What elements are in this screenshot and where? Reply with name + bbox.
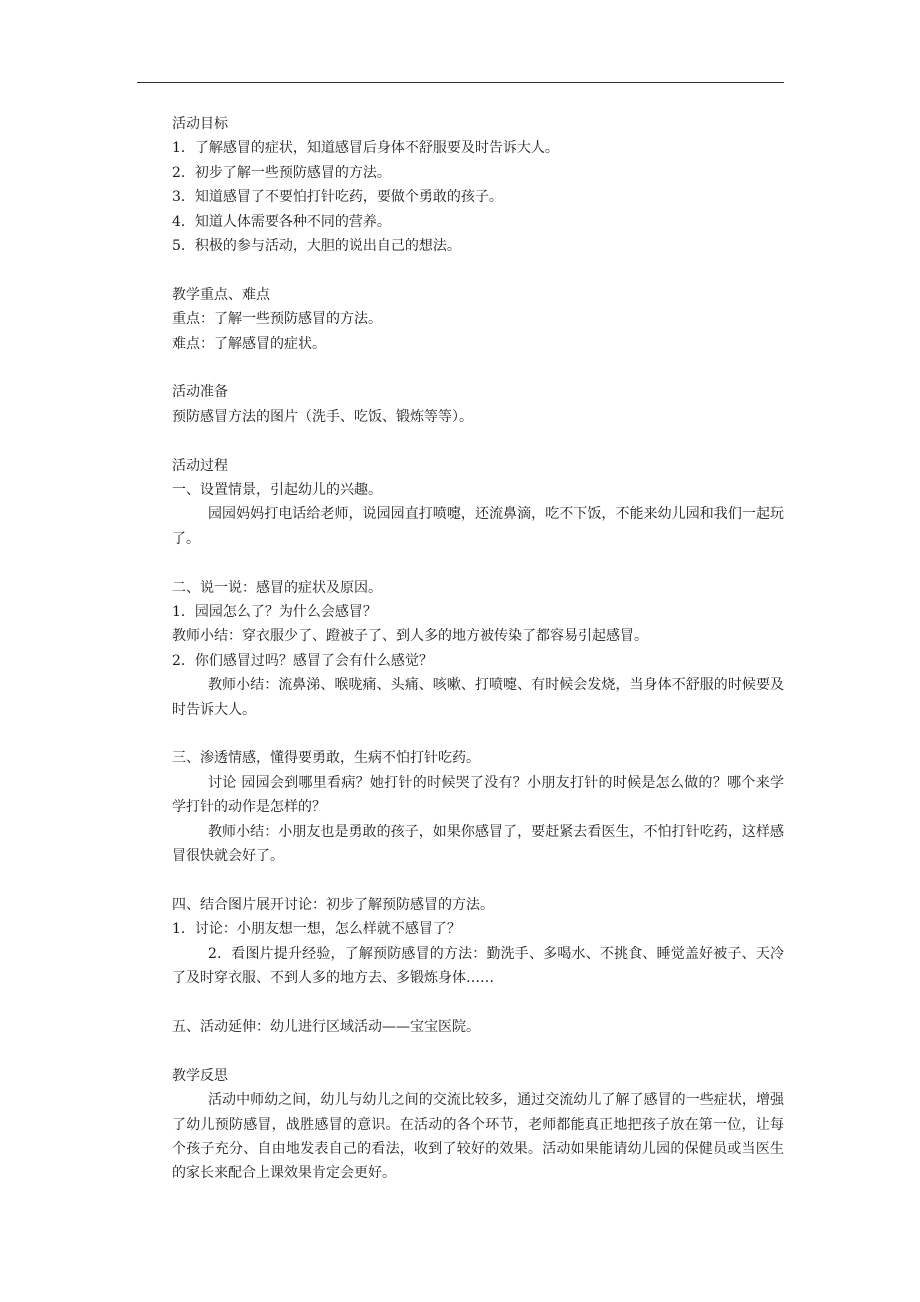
- document-body: [172, 112, 784, 1186]
- goal-item-3: 3．知道感冒了不要怕打针吃药，要做个勇敢的孩子。: [172, 189, 503, 206]
- preparation-heading: 活动准备: [172, 384, 228, 401]
- step5-title: 五、活动延伸：幼儿进行区域活动——宝宝医院。: [172, 1018, 480, 1035]
- step2-question-1: 1．园园怎么了？为什么会感冒？: [172, 604, 377, 621]
- step2-summary-2: 教师小结：流鼻涕、喉咙痛、头痛、咳嗽、打喷嚏、有时候会发烧，当身体不舒服的时候要及时告诉大人。: [172, 677, 784, 718]
- goal-item-4: 4．知道人体需要各种不同的营养。: [172, 213, 391, 230]
- key-points-heading: 教学重点、难点: [172, 286, 270, 303]
- process-heading: 活动过程: [172, 457, 228, 474]
- step3-discussion: 讨论 园园会到哪里看病？她打针的时候哭了没有？小朋友打针的时候是怎么做的？哪个来学学打针的动作是怎样的？: [172, 774, 784, 816]
- key-point-difficulty: 难点：了解感冒的症状。: [172, 335, 326, 352]
- step2-summary-1: 教师小结：穿衣服少了、蹬被子了、到人多的地方被传染了都容易引起感冒。: [172, 628, 648, 645]
- key-point-focus: 重点：了解一些预防感冒的方法。: [172, 311, 382, 328]
- goals-heading: 活动目标: [172, 116, 228, 132]
- step2-title: 二、说一说：感冒的症状及原因。: [172, 579, 382, 596]
- goal-item-2: 2．初步了解一些预防感冒的方法。: [172, 164, 391, 181]
- spacer: [172, 429, 784, 453]
- step1-title: 一、设置情景，引起幼儿的兴趣。: [172, 482, 382, 499]
- goal-item-1: 1．了解感冒的症状，知道感冒后身体不舒服要及时告诉大人。: [172, 140, 559, 157]
- spacer: [172, 551, 784, 575]
- reflection-text: 活动中师幼之间，幼儿与幼儿之间的交流比较多，通过交流幼儿了解了感冒的一些症状，增强了幼儿预防感冒，战胜感冒的意识。在活动的各个环节，老师都能真正地把孩子放在第一位，让每个孩子充分、自由地发表自己的看法，收到了较好的效果。活动如果能请幼儿园的保健员或当医生的家长来配合上课效果肯定会更好。: [172, 1092, 784, 1182]
- spacer: [172, 869, 784, 893]
- step3-title: 三、渗透情感，懂得要勇敢，生病不怕打针吃药。: [172, 750, 480, 767]
- goal-item-5: 5．积极的参与活动，大胆的说出自己的想法。: [172, 238, 461, 255]
- spacer: [172, 258, 784, 282]
- header-rule: [137, 82, 784, 83]
- step2-question-2: 2．你们感冒过吗？感冒了会有什么感觉？: [172, 652, 433, 669]
- step1-text: 园园妈妈打电话给老师，说园园直打喷嚏，还流鼻滴，吃不下饭，不能来幼儿园和我们一起玩了。: [172, 506, 784, 547]
- spacer: [172, 991, 784, 1015]
- reflection-heading: 教学反思: [172, 1067, 228, 1084]
- step4-item-1: 1．讨论：小朋友想一想，怎么样就不感冒了？: [172, 921, 461, 938]
- spacer: [172, 356, 784, 380]
- step3-summary: 教师小结：小朋友也是勇敢的孩子，如果你感冒了，要赶紧去看医生，不怕打针吃药，这样感冒很快就会好了。: [172, 823, 784, 865]
- preparation-text: 预防感冒方法的图片（洗手、吃饭、锻炼等等）。: [172, 408, 473, 425]
- step4-item-2: 2．看图片提升经验，了解预防感冒的方法：勤洗手、多喝水、不挑食、睡觉盖好被子、天冷了及时穿衣服、不到人多的地方去、多锻炼身体……: [172, 945, 784, 987]
- spacer: [172, 1039, 784, 1063]
- step4-title: 四、结合图片展开讨论：初步了解预防感冒的方法。: [172, 896, 494, 913]
- spacer: [172, 722, 784, 746]
